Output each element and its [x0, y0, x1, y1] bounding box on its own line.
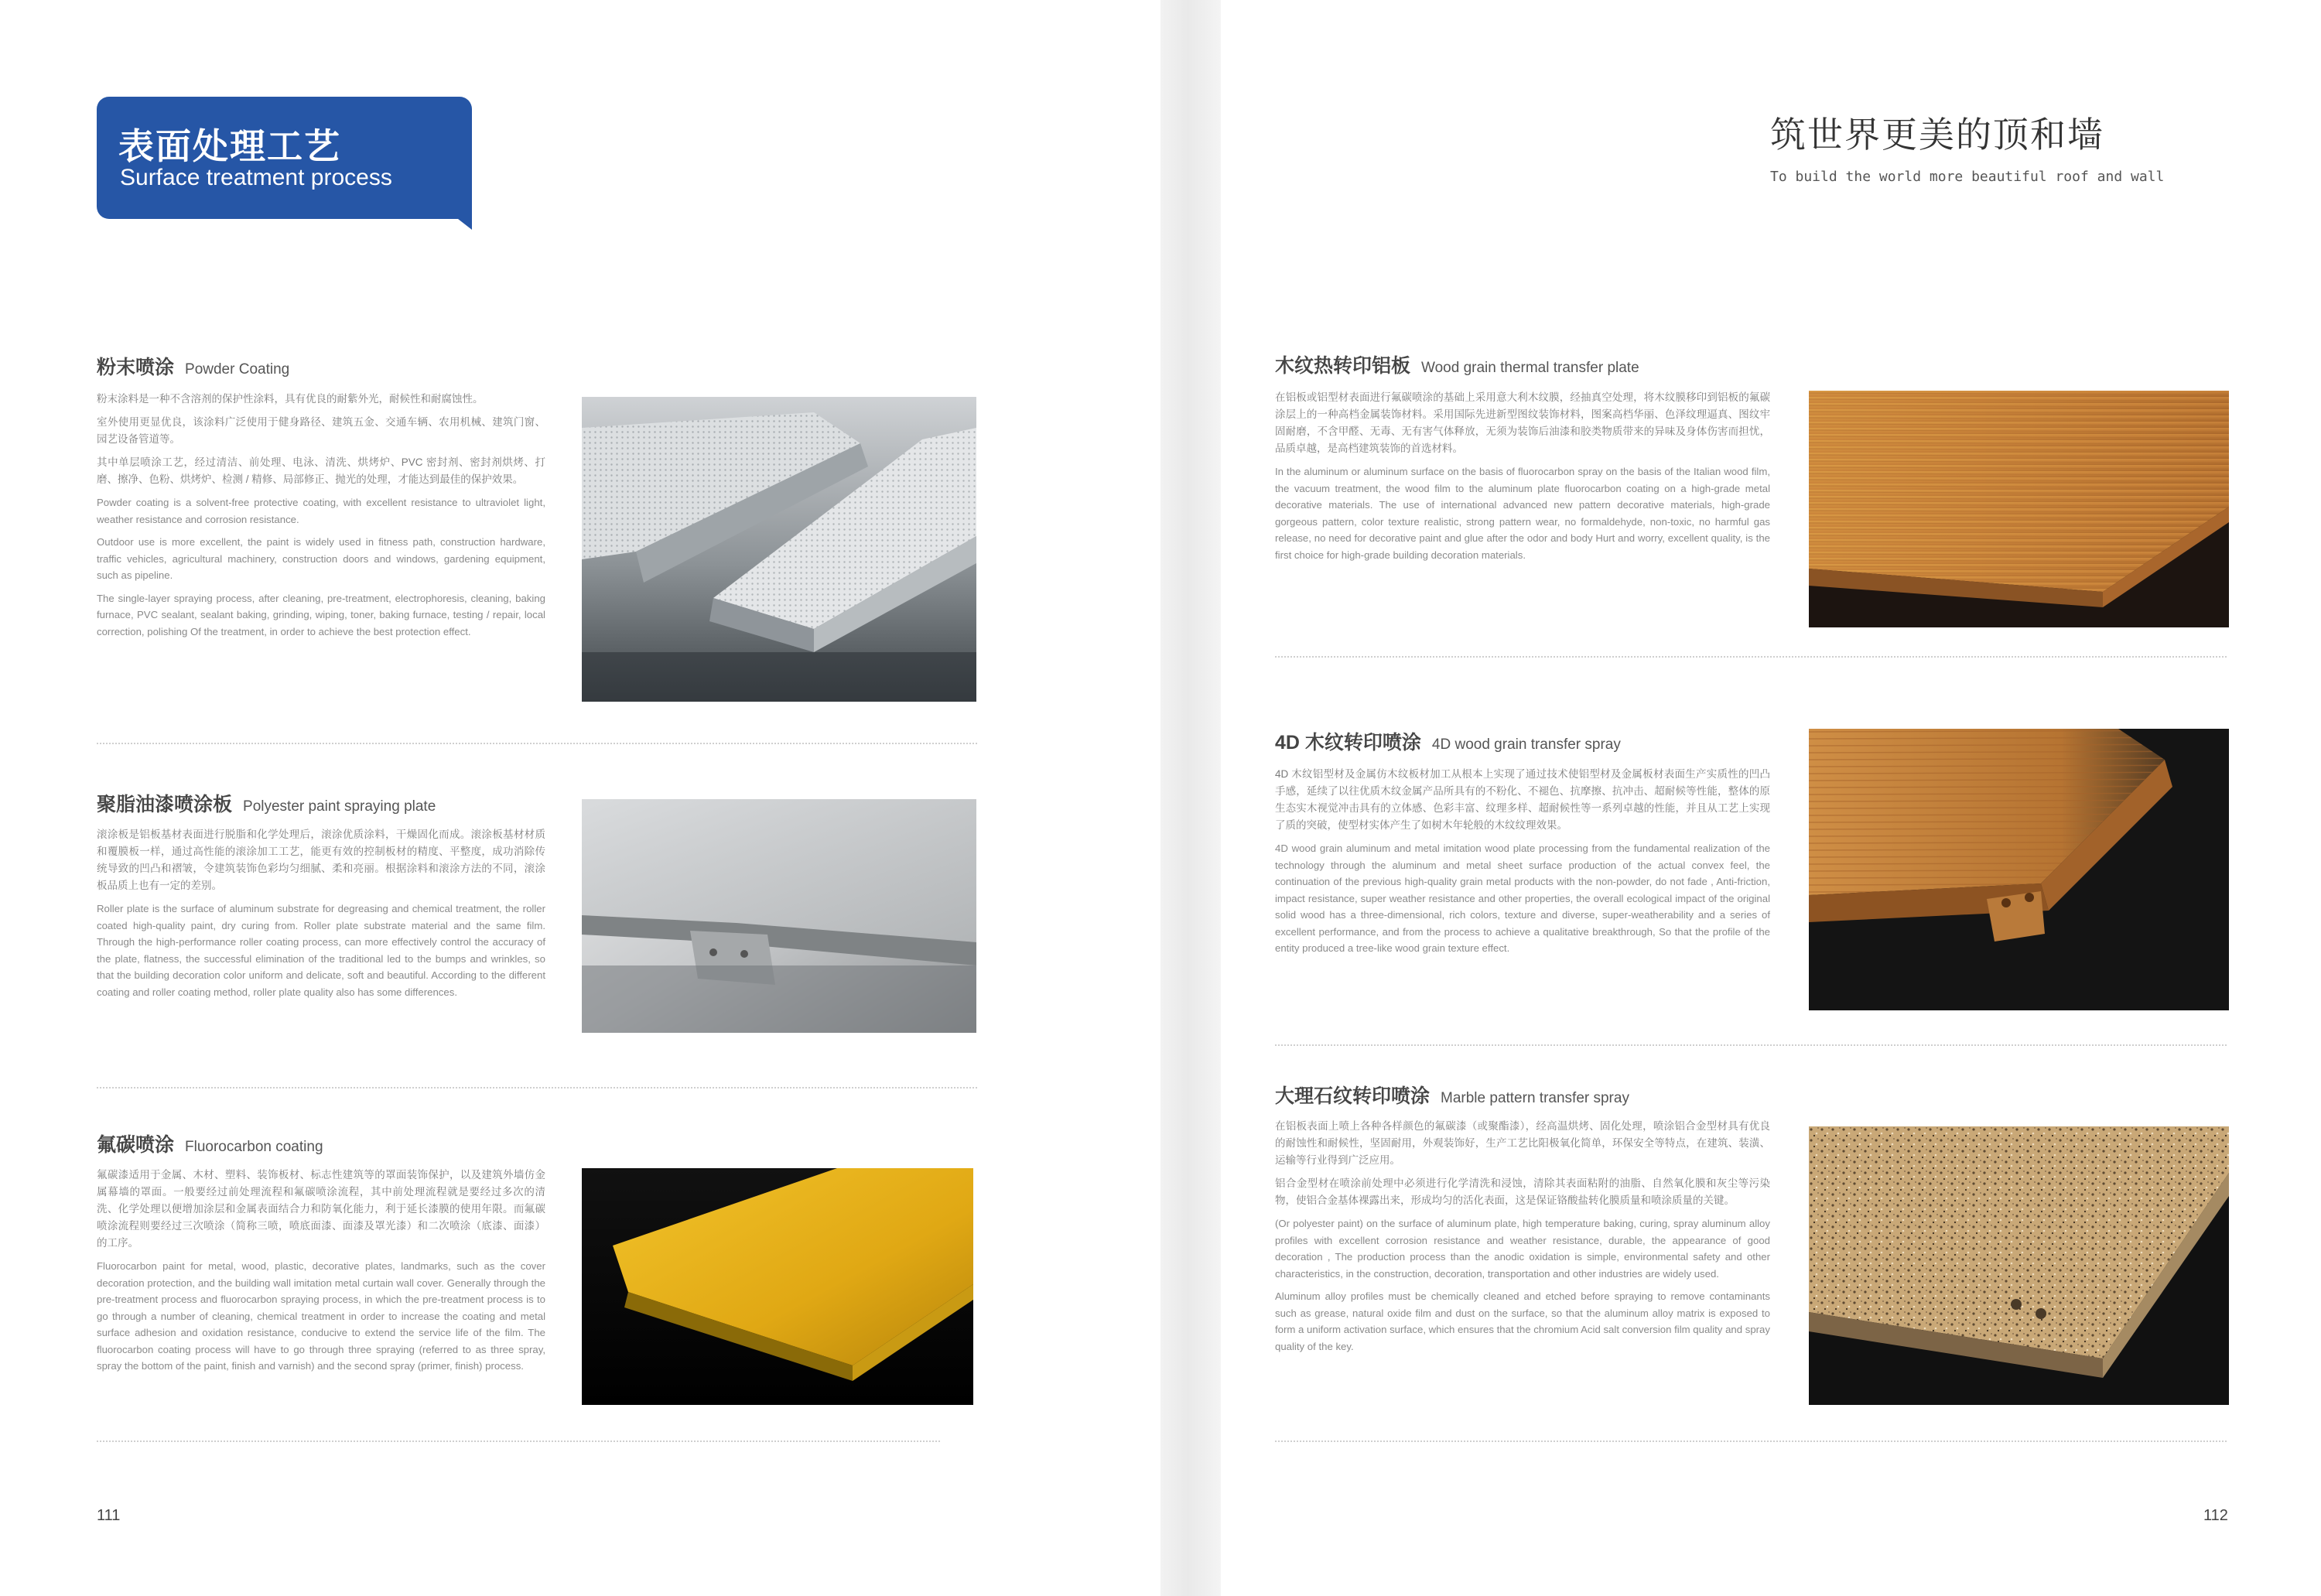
paragraph: 在铝板表面上喷上各种各样颜色的氟碳漆（或聚酯漆），经高温烘烤、固化处理，喷涂铝合金型材具有优良的耐蚀性和耐候性，坚固耐用，外观装饰好，生产工艺比阳极氧化简单，环保安全等特点，在建筑、装潢、运输等行业得到广泛应用。 — [1275, 1120, 1770, 1166]
polyester-title-en: Polyester paint spraying plate — [243, 798, 436, 815]
book-spine — [1160, 0, 1221, 1596]
polyester-title-cn: 聚脂油漆喷涂板 — [97, 794, 233, 815]
paragraph: Outdoor use is more excellent, the paint is widely used in fitness path, construction hardware, traffic vehicles, agricultural machinery, construction doors and windows, gardening equipment, such as pipeline. — [97, 536, 545, 581]
polyester-text — [97, 826, 545, 1006]
left-page — [0, 0, 1160, 1596]
woodgrain-title — [1275, 350, 1639, 378]
marble-title — [1275, 1081, 1629, 1109]
paragraph: Aluminum alloy profiles must be chemically cleaned and etched before spraying to remove contaminants such as grease, natural oxide film and dust on the surface, so that the aluminum alloy matrix is exposed to form a uniform activation surface, which ensures that the chromium Acid salt conversion film quality and spray quality of the key. — [1275, 1290, 1770, 1352]
paragraph: Fluorocarbon paint for metal, wood, plastic, decorative plates, landmarks, such as the cover decoration protection, and the building wall imitation metal curtain wall cover. Generally through the pre-treatment process and fluorocarbon spraying process, in which the pre-treatment process is to go through a number of cleaning, chemical treatment in order to increase the coating and metal surface adhesion and oxidation resistance, conducive to extend the service life of the film. The fluorocarbon coating process will have to go through three spraying (referred to as three spray, spray the bottom of the paint, finish and varnish) and the second spray (primer, finish) process. — [97, 1260, 545, 1372]
paragraph: In the aluminum or aluminum surface on the basis of fluorocarbon spray on the basis of the Italian wood film, the vacuum treatment, the wood film to the aluminum plate fluorocarbon coating on a high-grade metal decorative materials. The use of international advanced new pattern decorative materials, high-grade gorgeous pattern, color texture realistic, strong pattern wear, no formaldehyde, non-toxic, no harmful gas release, no need for decorative paint and glue after the odor and body Hurt and worry, excellent quality, is the first choice for high-grade building decoration materials. — [1275, 466, 1770, 561]
fluorocarbon-text — [97, 1167, 545, 1381]
marble-text — [1275, 1118, 1770, 1361]
paragraph: 粉末涂料是一种不含溶剂的保护性涂料，具有优良的耐紫外光，耐候性和耐腐蚀性。 — [97, 393, 484, 405]
fluorocarbon-photo — [582, 1168, 973, 1405]
polyester-photo — [582, 799, 976, 1033]
page-title-cn: 表面处理工艺 — [118, 126, 341, 166]
section-divider — [97, 1087, 977, 1088]
fluorocarbon-title-en: Fluorocarbon coating — [185, 1139, 323, 1155]
woodgrain-title-cn: 木纹热转印铝板 — [1275, 355, 1411, 377]
powder-coating-photo — [582, 397, 976, 702]
powder-coating-text — [97, 391, 545, 646]
paragraph: Powder coating is a solvent-free protective coating, with excellent resistance to ultraviolet light, weather resistance and corrosion resistance. — [97, 497, 545, 525]
section-header-tab — [97, 97, 472, 219]
wood4d-photo — [1809, 729, 2229, 1010]
paragraph: 在铝板或铝型材表面进行氟碳喷涂的基础上采用意大利木纹膜，经抽真空处理，将木纹膜移印到铝板的氟碳涂层上的一种高档金属装饰材料。采用国际先进新型图纹装饰材料，图案高档华丽、色泽纹理逼真、图纹牢固耐磨，不含甲醛、无毒、无有害气体释放，无须为装饰后油漆和胶类物质带来的异味及身体伤害而担忧，品质卓越，是高档建筑装饰的首选材料。 — [1275, 391, 1770, 454]
powder-title-cn: 粉末喷涂 — [97, 357, 175, 378]
paragraph: 室外使用更显优良，该涂料广泛使用于健身路径、建筑五金、交通车辆、农用机械、建筑门窗、园艺设备管道等。 — [97, 416, 545, 445]
wood4d-title-en: 4D wood grain transfer spray — [1431, 736, 1621, 753]
woodgrain-title-en: Wood grain thermal transfer plate — [1421, 360, 1639, 376]
page-title-en: Surface treatment process — [120, 165, 392, 190]
slogan-cn: 筑世界更美的顶和墙 — [1770, 114, 2104, 155]
marble-photo — [1809, 1126, 2229, 1405]
paragraph: The single-layer spraying process, after cleaning, pre-treatment, electrophoresis, cleaning, baking furnace, PVC sealant, sealant baking, grinding, wiping, toner, baking furnace, testing / repair, local correction, polishing Of the treatment, in order to achieve the best protection effect. — [97, 592, 545, 637]
paragraph: 铝合金型材在喷涂前处理中必须进行化学清洗和浸蚀，清除其表面粘附的油脂、自然氧化膜和灰尘等污染物，使铝合金基体裸露出来，形成均匀的活化表面，这是保证铬酸盐转化膜质量和喷涂质量的关键。 — [1275, 1177, 1770, 1206]
slogan-en: To build the world more beautiful roof and wall — [1770, 169, 2165, 185]
fluorocarbon-title — [97, 1130, 323, 1157]
marble-title-cn: 大理石纹转印喷涂 — [1275, 1085, 1431, 1107]
paragraph: 滚涂板是铝板基材表面进行脱脂和化学处理后，滚涂优质涂料，干燥固化而成。滚涂板基材材质和覆膜板一样，通过高性能的滚涂加工工艺，能更有效的控制板材的精度、平整度，成功消除传统导致的凹凸和褶皱，令建筑装饰色彩均匀细腻、柔和亮丽。根据涂料和滚涂方法的不同，滚涂板品质上也有一定的差别。 — [97, 829, 545, 891]
powder-coating-title — [97, 352, 289, 380]
fluorocarbon-title-cn: 氟碳喷涂 — [97, 1134, 175, 1156]
wood4d-text — [1275, 766, 1770, 963]
paragraph: 其中单层喷涂工艺，经过清洁、前处理、电泳、清洗、烘烤炉、PVC 密封剂、密封剂烘烤、打磨、擦净、色粉、烘烤炉、检测 / 精修、局部修正、抛光的处理，才能达到最佳的保护效果。 — [97, 456, 545, 485]
marble-title-en: Marble pattern transfer spray — [1441, 1090, 1629, 1106]
section-divider — [97, 743, 977, 744]
section-divider — [1275, 1441, 2227, 1442]
paragraph: (Or polyester paint) on the surface of aluminum plate, high temperature baking, curing, spray aluminum alloy profiles with excellent corrosion resistance and weather resistance, durable, the appearance of good decoration , The production process than the anodic oxidation is simple, environmental safety and other characteristics, in the construction, decoration, transportation and other industries are widely used. — [1275, 1218, 1770, 1280]
wood4d-title-cn: 4D 木纹转印喷涂 — [1275, 732, 1421, 754]
page-number-right: 112 — [2203, 1507, 2228, 1524]
paragraph: 氟碳漆适用于金属、木材、塑料、装饰板材、标志性建筑等的罩面装饰保护，以及建筑外墙仿金属幕墙的罩面。一般要经过前处理流程和氟碳喷涂流程，其中前处理流程就是要经过多次的清洗、化学处理以便增加涂层和金属表面结合力和防氧化能力，利于延长漆膜的使用年限。而氟碳喷涂流程则要经过三次喷涂（简称三喷，喷底面漆、面漆及罩光漆）和二次喷涂（底漆、面漆）的工序。 — [97, 1169, 545, 1249]
paragraph: 4D 木纹铝型材及金属仿木纹板材加工从根本上实现了通过技术使铝型材及金属板材表面生产实质性的凹凸手感，延续了以往优质木纹金属产品所具有的不粉化、不褪色、抗摩擦、抗冲击、超耐候等性能，整体的原生态实木视觉冲击具有的立体感、色彩丰富、纹理多样、超耐候性等一系列卓越的性能，并且从工艺上实现了质的突破，使型材实体产生了如树木年轮般的木纹纹理效果。 — [1275, 768, 1770, 831]
section-divider — [97, 1441, 940, 1442]
page-number-left: 111 — [97, 1507, 121, 1524]
wood4d-title — [1275, 727, 1621, 755]
section-divider — [1275, 656, 2227, 658]
paragraph: 4D wood grain aluminum and metal imitation wood plate processing from the fundamental realization of the technology through the aluminum and metal sheet surface production of the actual convex feel, the continuation of the previous high-quality grain metal products with the non-powder, do not fade , Anti-friction, impact resistance, super weather resistance and other properties, the overall ecological impact of the original solid wood has a three-dimensional, rich colors, texture and diverse, super-weatherability and a series of excellent performance, and from the process to achieve a qualitative breakthrough, So that the profile of the entity produced a tree-like wood grain texture effect. — [1275, 842, 1770, 954]
powder-title-en: Powder Coating — [185, 361, 290, 378]
woodgrain-text — [1275, 389, 1770, 569]
polyester-title — [97, 789, 436, 817]
section-divider — [1275, 1044, 2227, 1046]
paragraph: Roller plate is the surface of aluminum substrate for degreasing and chemical treatment, the roller coated high-quality paint, dry curing from. Roller plate substrate material and the same film. Through the high-performance roller coating process, can more effectively control the accuracy of the plate, flatness, the successful elimination of the traditional led to the bumps and wrinkles, so that the building decoration color uniform and delicate, soft and beautiful. According to the different coating and roller coating method, roller plate quality also has some differences. — [97, 903, 545, 998]
woodgrain-photo — [1809, 391, 2229, 627]
